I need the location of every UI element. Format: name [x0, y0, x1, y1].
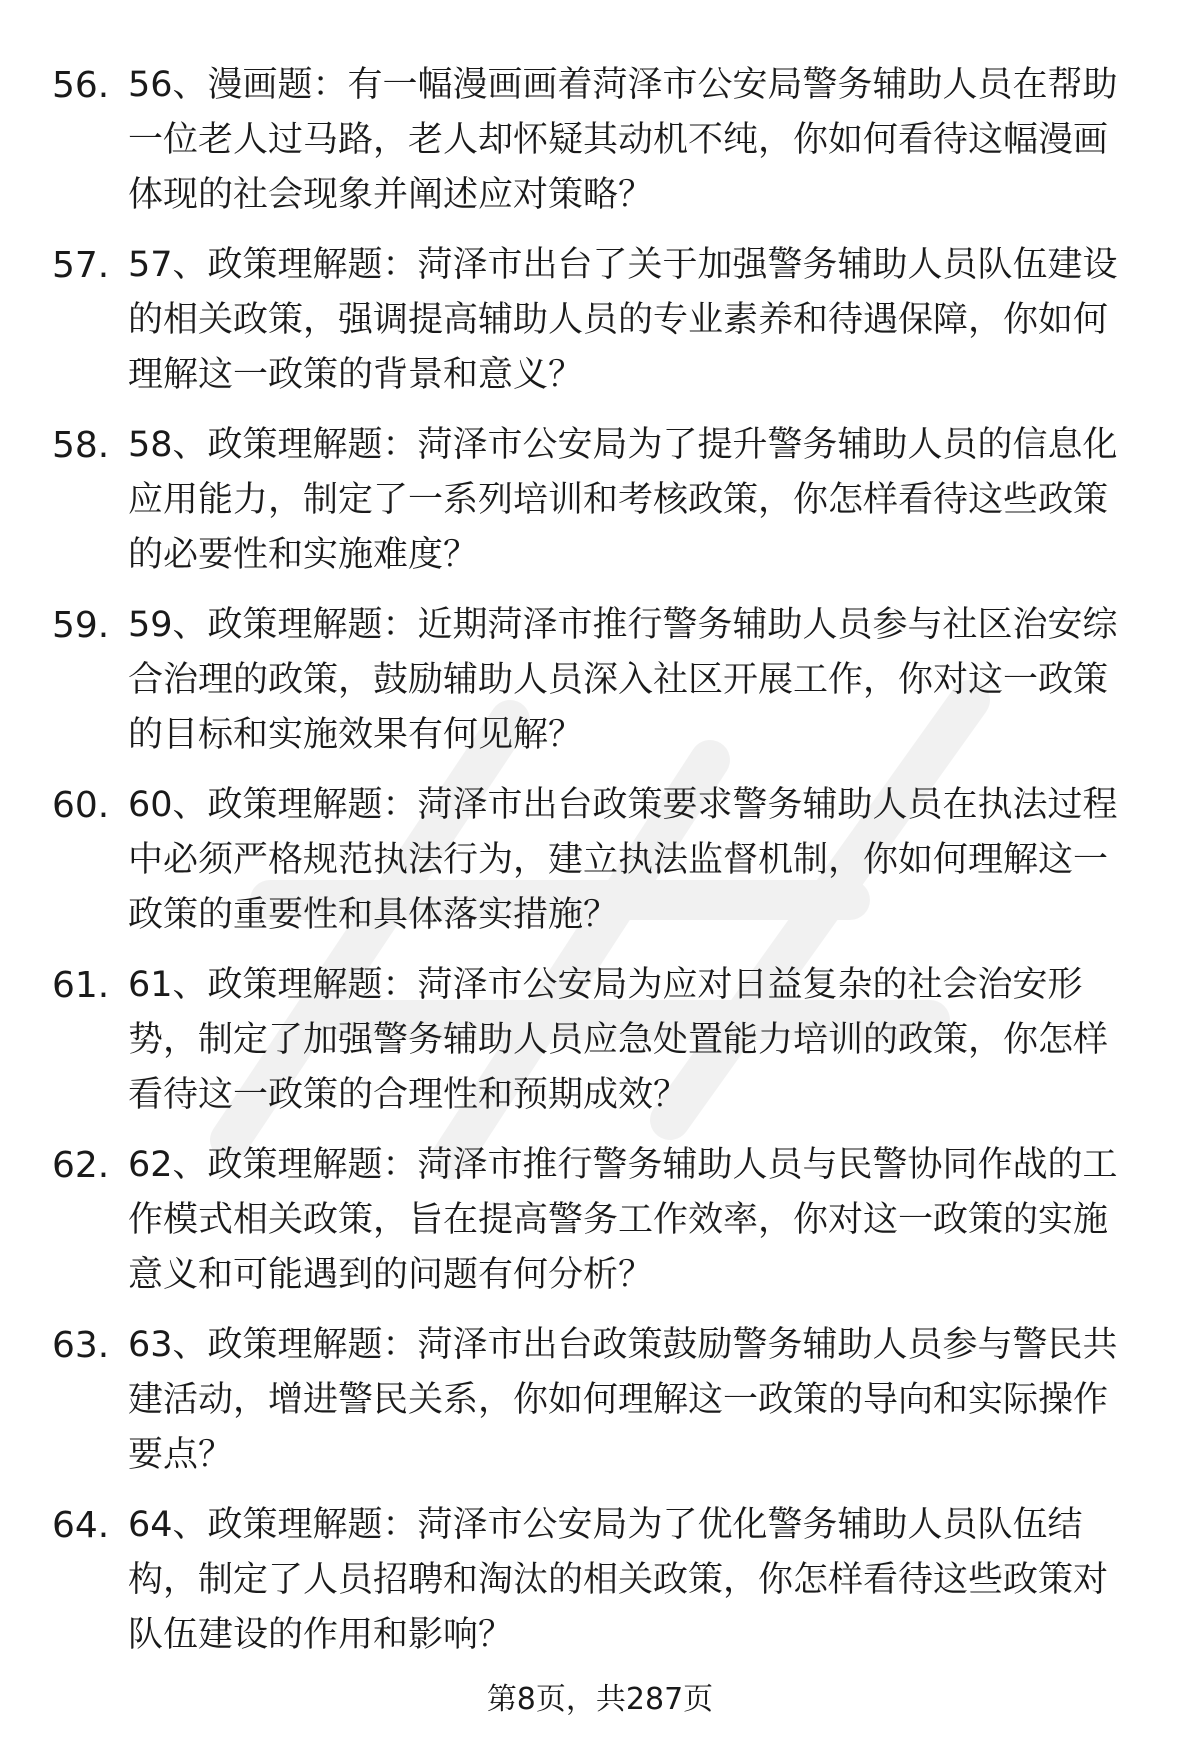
question-line: 60、政策理解题：菏泽市出台政策要求警务辅助人员在执法过程: [128, 785, 1118, 825]
question-line: 理解这一政策的背景和意义？: [128, 355, 584, 395]
question-line: 58、政策理解题：菏泽市公安局为了提升警务辅助人员的信息化: [128, 425, 1118, 465]
question-item: [0, 418, 1200, 598]
question-item: [0, 238, 1200, 418]
question-text: [128, 1138, 1148, 1303]
question-line: 构，制定了人员招聘和淘汰的相关政策，你怎样看待这些政策对: [128, 1560, 1109, 1600]
question-item: [0, 1138, 1200, 1318]
question-line: 作模式相关政策，旨在提高警务工作效率，你对这一政策的实施: [128, 1200, 1109, 1240]
question-number: 57.: [52, 245, 110, 286]
question-number: 62.: [52, 1145, 110, 1186]
question-line: 的必要性和实施难度？: [128, 535, 479, 575]
question-number: 58.: [52, 425, 110, 466]
question-number: 61.: [52, 965, 110, 1006]
question-number: 60.: [52, 785, 110, 826]
question-item: [0, 58, 1200, 238]
question-line: 队伍建设的作用和影响？: [128, 1615, 514, 1655]
question-line: 中必须严格规范执法行为，建立执法监督机制，你如何理解这一: [128, 840, 1109, 880]
question-text: [128, 778, 1148, 943]
question-item: [0, 778, 1200, 958]
question-line: 合治理的政策，鼓励辅助人员深入社区开展工作，你对这一政策: [128, 660, 1109, 700]
question-number: 64.: [52, 1505, 110, 1546]
question-text: [128, 238, 1148, 403]
question-line: 一位老人过马路，老人却怀疑其动机不纯，你如何看待这幅漫画: [128, 120, 1109, 160]
question-line: 63、政策理解题：菏泽市出台政策鼓励警务辅助人员参与警民共: [128, 1325, 1118, 1365]
page-number-footer: 第8页，共287页: [486, 1682, 714, 1717]
question-line: 的相关政策，强调提高辅助人员的专业素养和待遇保障，你如何: [128, 300, 1109, 340]
question-line: 建活动，增进警民关系，你如何理解这一政策的导向和实际操作: [128, 1380, 1109, 1420]
question-text: [128, 1318, 1148, 1483]
question-line: 要点？: [128, 1435, 234, 1475]
question-item: [0, 1498, 1200, 1678]
question-line: 应用能力，制定了一系列培训和考核政策，你怎样看待这些政策: [128, 480, 1109, 520]
question-number: 56.: [52, 65, 110, 106]
question-line: 体现的社会现象并阐述应对策略？: [128, 175, 654, 215]
question-item: [0, 598, 1200, 778]
question-list: [0, 58, 1200, 1678]
question-line: 61、政策理解题：菏泽市公安局为应对日益复杂的社会治安形: [128, 965, 1083, 1005]
question-line: 势，制定了加强警务辅助人员应急处置能力培训的政策，你怎样: [128, 1020, 1109, 1060]
question-line: 64、政策理解题：菏泽市公安局为了优化警务辅助人员队伍结: [128, 1505, 1083, 1545]
question-line: 59、政策理解题：近期菏泽市推行警务辅助人员参与社区治安综: [128, 605, 1118, 645]
question-line: 看待这一政策的合理性和预期成效？: [128, 1075, 689, 1115]
question-text: [128, 58, 1148, 223]
question-text: [128, 1498, 1148, 1663]
question-line: 62、政策理解题：菏泽市推行警务辅助人员与民警协同作战的工: [128, 1145, 1118, 1185]
question-line: 57、政策理解题：菏泽市出台了关于加强警务辅助人员队伍建设: [128, 245, 1118, 285]
question-line: 政策的重要性和具体落实措施？: [128, 895, 619, 935]
question-number: 63.: [52, 1325, 110, 1366]
question-text: [128, 598, 1148, 763]
question-text: [128, 418, 1148, 583]
question-item: [0, 958, 1200, 1138]
question-line: 56、漫画题：有一幅漫画画着菏泽市公安局警务辅助人员在帮助: [128, 65, 1118, 105]
question-line: 的目标和实施效果有何见解？: [128, 715, 584, 755]
question-item: [0, 1318, 1200, 1498]
question-number: 59.: [52, 605, 110, 646]
question-line: 意义和可能遇到的问题有何分析？: [128, 1255, 654, 1295]
question-text: [128, 958, 1148, 1123]
